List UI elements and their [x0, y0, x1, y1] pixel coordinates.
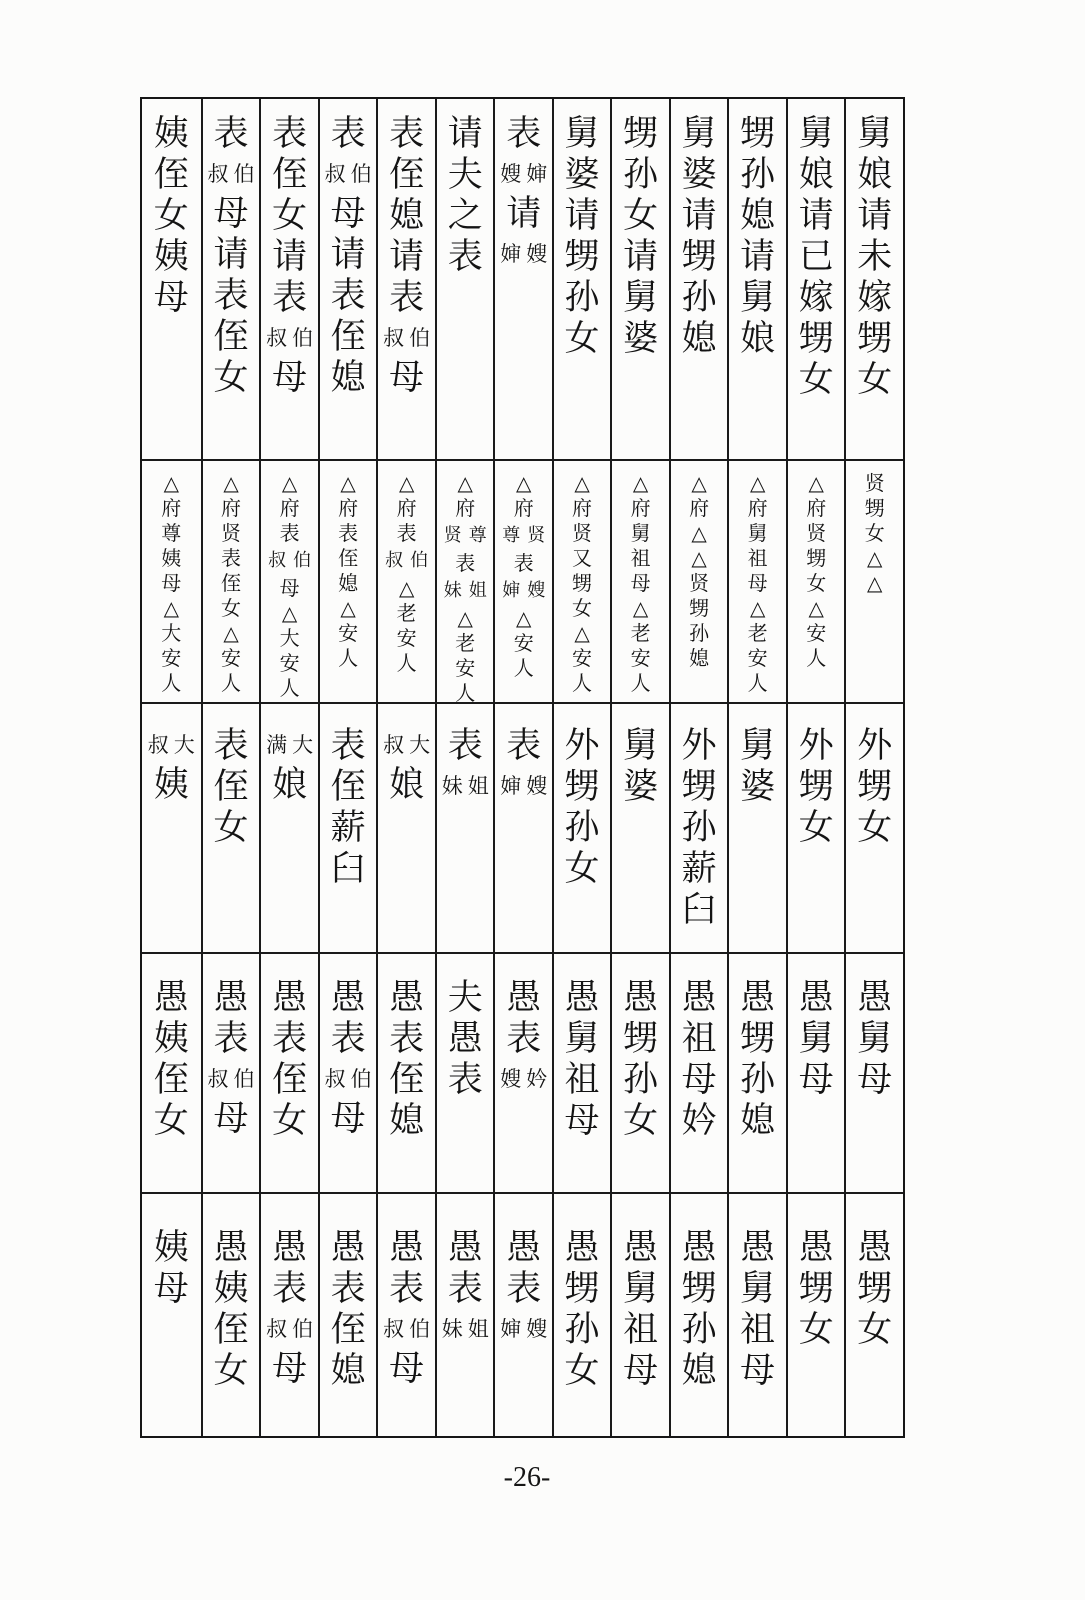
table-cell	[788, 1194, 845, 1435]
table-cell	[554, 954, 611, 1194]
cell-text: 愚舅母	[798, 978, 834, 1100]
cell-text: △府贤甥女△安人	[806, 471, 827, 670]
cell-text: 甥孙女请舅婆	[623, 114, 659, 359]
interlinear-note: 婶嫂	[500, 242, 553, 266]
table-cell	[437, 99, 494, 461]
table-cell	[554, 704, 611, 954]
table-column	[435, 99, 494, 1436]
cell-text: 表侄女	[213, 726, 249, 848]
cell-text: 愚表	[213, 978, 249, 1059]
cell-text: 贤甥女△△	[864, 471, 885, 595]
cell-text: 愚表	[447, 1228, 483, 1309]
table-cell	[788, 99, 845, 461]
table-cell	[261, 704, 318, 954]
cell-text: △府△△贤甥孙媳	[689, 471, 710, 670]
cell-text: 外甥女	[798, 726, 834, 848]
cell-text: 表	[513, 551, 534, 575]
table-column	[552, 99, 611, 1436]
cell-text: 愚甥孙媳	[740, 978, 776, 1141]
interlinear-note: 妹姐	[441, 1317, 494, 1341]
table-cell	[846, 99, 903, 461]
table-column	[376, 99, 435, 1436]
table-cell	[495, 99, 552, 461]
table-column	[669, 99, 728, 1436]
table-cell	[671, 1194, 728, 1435]
table-cell	[203, 954, 260, 1194]
table-column	[727, 99, 786, 1436]
cell-text: 舅婆请甥孙女	[564, 114, 600, 359]
table-cell	[261, 99, 318, 461]
table-cell	[729, 954, 786, 1194]
interlinear-note: 叔伯	[268, 550, 319, 571]
cell-text: △府	[513, 471, 534, 520]
cell-text: 表	[447, 726, 483, 766]
cell-text: 愚姨侄女	[213, 1228, 249, 1391]
interlinear-note: 叔伯	[207, 1067, 260, 1091]
cell-text: 愚表侄女	[272, 978, 308, 1141]
interlinear-note: 叔伯	[207, 162, 260, 186]
cell-text: △府表侄媳△安人	[338, 471, 359, 670]
cell-text: 娘	[389, 765, 425, 805]
table-cell	[203, 99, 260, 461]
cell-text: 舅娘请已嫁甥女	[798, 114, 834, 400]
table-cell	[320, 1194, 377, 1435]
table-cell	[612, 461, 669, 704]
table-cell	[378, 704, 435, 954]
cell-text: 愚舅母	[857, 978, 893, 1100]
interlinear-note: 妹姐	[443, 580, 494, 601]
interlinear-note: 满大	[266, 733, 319, 757]
table-column	[201, 99, 260, 1436]
cell-text: 愚祖母妗	[681, 978, 717, 1141]
cell-text: 外甥女	[857, 726, 893, 848]
table-cell	[671, 704, 728, 954]
table-cell	[671, 954, 728, 1194]
table-cell	[378, 954, 435, 1194]
cell-text: 表侄媳请表	[389, 114, 425, 318]
cell-text: △府舅祖母△老安人	[630, 471, 651, 695]
interlinear-note: 叔伯	[383, 1317, 436, 1341]
cell-text: 舅娘请未嫁甥女	[857, 114, 893, 400]
table-cell	[142, 704, 201, 954]
cell-text: 母	[330, 1099, 366, 1139]
cell-text: △府舅祖母△老安人	[747, 471, 768, 695]
interlinear-note: 叔大	[383, 733, 436, 757]
table-column	[259, 99, 318, 1436]
table-cell	[612, 99, 669, 461]
cell-text: 母	[213, 1099, 249, 1139]
cell-text: 请	[506, 194, 542, 234]
cell-text: 母请表侄女	[213, 194, 249, 398]
cell-text: 愚甥女	[798, 1228, 834, 1350]
table-cell	[612, 1194, 669, 1435]
table-cell	[261, 461, 318, 704]
cell-text: △府表	[396, 471, 417, 545]
table-cell	[495, 704, 552, 954]
cell-text: 表	[330, 114, 366, 154]
interlinear-note: 婶嫂	[500, 1317, 553, 1341]
table-cell	[203, 461, 260, 704]
table-cell	[495, 1194, 552, 1435]
table-cell	[554, 99, 611, 461]
table-cell	[788, 954, 845, 1194]
interlinear-note: 叔大	[147, 733, 200, 757]
table-cell	[142, 1194, 201, 1435]
table-cell	[320, 99, 377, 461]
cell-text: △老安人	[455, 606, 476, 705]
table-cell	[437, 461, 494, 704]
cell-text: △老安人	[396, 576, 417, 675]
cell-text: 请夫之表	[447, 114, 483, 277]
table-cell	[378, 99, 435, 461]
cell-text: △府	[455, 471, 476, 520]
table-cell	[846, 1194, 903, 1435]
cell-text: 姨	[153, 765, 189, 805]
table-cell	[846, 954, 903, 1194]
table-cell	[729, 99, 786, 461]
cell-text: △府尊姨母△大安人	[161, 471, 182, 695]
cell-text: 舅婆	[740, 726, 776, 807]
cell-text: △府表	[279, 471, 300, 545]
cell-text: 母	[389, 358, 425, 398]
cell-text: 母	[389, 1349, 425, 1389]
table-cell	[846, 461, 903, 704]
table-cell	[142, 954, 201, 1194]
cell-text: 表侄薪臼	[330, 726, 366, 889]
table-column	[786, 99, 845, 1436]
table-cell	[554, 461, 611, 704]
table-cell	[378, 461, 435, 704]
table-cell	[612, 704, 669, 954]
table-cell	[554, 1194, 611, 1435]
interlinear-note: 嫂婶	[500, 162, 553, 186]
table-cell	[320, 704, 377, 954]
table-column	[610, 99, 669, 1436]
table-cell	[671, 461, 728, 704]
cell-text: 愚表	[389, 1228, 425, 1309]
cell-text: 愚表	[330, 978, 366, 1059]
cell-text: 母请表侄媳	[330, 194, 366, 398]
interlinear-note: 叔伯	[324, 162, 377, 186]
cell-text: 愚表侄媳	[330, 1228, 366, 1391]
cell-text: 愚甥孙媳	[681, 1228, 717, 1391]
cell-text: 母	[272, 1349, 308, 1389]
table-cell	[142, 461, 201, 704]
page-number: -26-	[503, 1462, 551, 1493]
cell-text: △府贤又甥女△安人	[572, 471, 593, 695]
cell-text: 愚甥女	[857, 1228, 893, 1350]
interlinear-note: 妹姐	[441, 774, 494, 798]
cell-text: 外甥孙女	[564, 726, 600, 889]
cell-text: 愚甥孙女	[564, 1228, 600, 1391]
cell-text: 姨母	[153, 1228, 189, 1309]
table-column	[142, 99, 201, 1436]
cell-text: 舅婆请甥孙媳	[681, 114, 717, 359]
interlinear-note: 婶嫂	[500, 774, 553, 798]
table-cell	[203, 704, 260, 954]
cell-text: 表	[455, 551, 476, 575]
table-cell	[612, 954, 669, 1194]
table-cell	[261, 1194, 318, 1435]
cell-text: 愚舅祖母	[564, 978, 600, 1141]
interlinear-note: 叔伯	[385, 550, 436, 571]
table-cell	[729, 461, 786, 704]
table-cell	[203, 1194, 260, 1435]
interlinear-note: 贤尊	[443, 525, 494, 546]
table-cell	[437, 954, 494, 1194]
cell-text: 愚表	[272, 1228, 308, 1309]
interlinear-note: 叔伯	[266, 1317, 319, 1341]
address-forms-table	[140, 97, 905, 1438]
interlinear-note: 叔伯	[383, 326, 436, 350]
interlinear-note: 婶嫂	[502, 580, 553, 601]
table-cell	[437, 1194, 494, 1435]
cell-text: 娘	[272, 765, 308, 805]
cell-text: 愚表	[506, 1228, 542, 1309]
table-cell	[437, 704, 494, 954]
table-cell	[320, 461, 377, 704]
table-cell	[788, 704, 845, 954]
cell-text: 表	[506, 114, 542, 154]
interlinear-note: 叔伯	[324, 1067, 377, 1091]
table-column	[493, 99, 552, 1436]
cell-text: 母△大安人	[279, 576, 300, 700]
interlinear-note: 尊贤	[502, 525, 553, 546]
cell-text: 愚姨侄女	[153, 978, 189, 1141]
interlinear-note: 嫂妗	[500, 1067, 553, 1091]
cell-text: 姨侄女姨母	[153, 114, 189, 318]
cell-text: 外甥孙薪臼	[681, 726, 717, 930]
cell-text: 愚表侄媳	[389, 978, 425, 1141]
table-cell	[320, 954, 377, 1194]
cell-text: 愚舅祖母	[623, 1228, 659, 1391]
table-cell	[846, 704, 903, 954]
table-column	[318, 99, 377, 1436]
table-cell	[378, 1194, 435, 1435]
cell-text: 舅婆	[623, 726, 659, 807]
cell-text: 表	[213, 114, 249, 154]
table-cell	[729, 1194, 786, 1435]
cell-text: 表侄女请表	[272, 114, 308, 318]
table-column	[844, 99, 903, 1436]
table-cell	[495, 461, 552, 704]
cell-text: 愚甥孙女	[623, 978, 659, 1141]
table-cell	[261, 954, 318, 1194]
table-cell	[729, 704, 786, 954]
cell-text: △安人	[513, 606, 534, 680]
cell-text: 表	[506, 726, 542, 766]
cell-text: 甥孙媳请舅娘	[740, 114, 776, 359]
cell-text: 夫愚表	[447, 978, 483, 1100]
table-cell	[495, 954, 552, 1194]
table-cell	[671, 99, 728, 461]
cell-text: △府贤表侄女△安人	[221, 471, 242, 695]
cell-text: 愚表	[506, 978, 542, 1059]
cell-text: 母	[272, 358, 308, 398]
table-cell	[788, 461, 845, 704]
table-cell	[142, 99, 201, 461]
interlinear-note: 叔伯	[266, 326, 319, 350]
cell-text: 愚舅祖母	[740, 1228, 776, 1391]
